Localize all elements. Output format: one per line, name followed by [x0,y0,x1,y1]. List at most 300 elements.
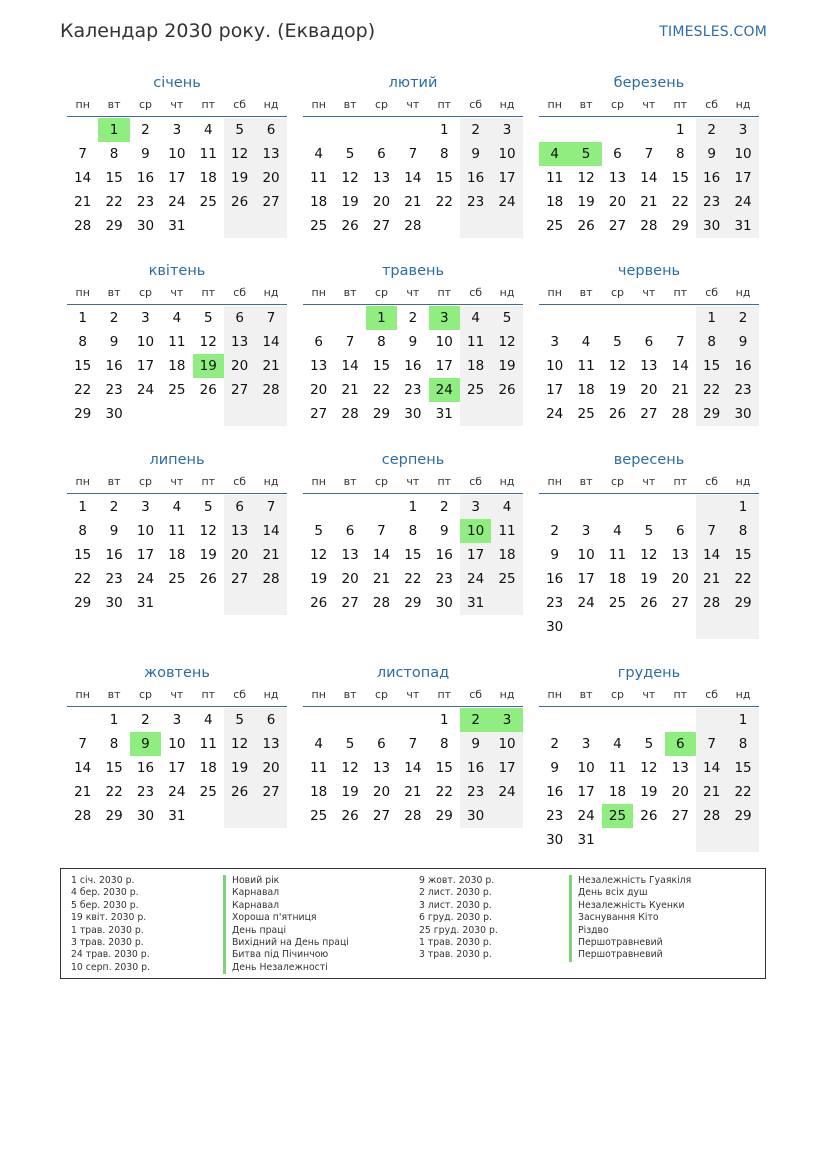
day-cell: 22 [727,567,758,591]
weekday-label: нд [499,688,515,701]
week-row [539,166,759,190]
day-cell: 2 [696,118,727,142]
weekday-label: чт [406,688,420,701]
day-cell: 18 [608,784,627,800]
day-cell: 6 [675,523,685,539]
day-cell: 24 [429,378,460,402]
holiday-date: 19 квіт. 2030 р. [71,912,147,924]
week-row [67,354,287,378]
weekday-label: вт [579,286,593,299]
weekday-label: сб [469,688,483,701]
holiday-dates-column [71,875,150,974]
week-row [539,567,759,591]
weekday-label: пт [437,286,452,299]
month-name: червень [617,263,681,279]
weekday-header [67,282,287,305]
day-cell: 18 [460,354,491,378]
day-cell: 30 [696,214,727,238]
day-cell: 11 [168,334,186,350]
empty-cell [539,306,570,330]
holiday-date: 3 лист. 2030 р. [419,899,492,911]
day-cell: 7 [644,146,654,162]
day-cell: 25 [199,194,217,210]
day-cell: 23 [105,382,123,398]
day-cell: 19 [491,354,522,378]
empty-cell [665,828,696,852]
week-row [539,828,759,852]
day-cell: 27 [372,218,391,234]
day-cell: 3 [141,499,150,515]
day-cell: 6 [644,334,654,350]
day-cell: 14 [74,760,92,776]
day-cell: 16 [460,166,491,190]
day-cell: 26 [224,780,255,804]
day-cell: 27 [671,595,689,611]
day-cell: 1 [439,122,449,138]
day-cell: 24 [168,194,186,210]
day-cell: 26 [341,808,359,824]
weekday-label: нд [263,475,279,488]
day-cell: 26 [577,218,595,234]
empty-cell [334,708,365,732]
week-row [303,756,523,780]
day-cell: 5 [570,142,601,166]
weekday-label: пт [437,98,452,111]
day-cell: 31 [168,218,186,234]
day-cell: 7 [408,736,418,752]
week-row [67,190,287,214]
day-cell: 1 [109,712,119,728]
week-row [303,214,523,238]
week-row [539,330,759,354]
holiday-date: 4 бер. 2030 р. [71,887,139,899]
weekday-label: сб [705,286,719,299]
week-row [539,519,759,543]
weekday-label: сб [705,98,719,111]
day-cell: 4 [491,495,522,519]
month-12 [539,662,759,852]
month-9 [539,449,759,639]
weekday-label: пн [75,98,90,111]
day-cell: 13 [310,358,328,374]
day-cell: 2 [727,306,758,330]
day-cell: 22 [372,382,391,398]
day-cell: 30 [546,619,564,635]
day-cell: 23 [404,382,422,398]
holiday-date: 1 трав. 2030 р. [419,936,492,948]
day-cell: 22 [74,571,92,587]
day-cell: 8 [439,146,449,162]
day-cell: 1 [675,122,685,138]
month-name: січень [153,75,201,91]
day-cell: 25 [168,571,186,587]
day-cell: 6 [665,732,696,756]
empty-cell [539,118,570,142]
day-cell: 18 [199,170,217,186]
day-cell: 12 [577,170,595,186]
day-cell: 26 [491,378,522,402]
day-cell: 3 [727,118,758,142]
day-cell: 8 [408,523,418,539]
day-cell: 15 [74,547,92,563]
weekday-header [303,471,523,494]
day-cell: 8 [439,736,449,752]
day-cell: 11 [577,358,595,374]
empty-cell [366,708,397,732]
day-cell: 7 [78,736,87,752]
day-cell: 25 [602,804,633,828]
day-cell: 10 [435,334,453,350]
day-cell: 25 [310,218,328,234]
week-row [303,378,523,402]
holiday-name: Битва під Пічинчою [223,949,349,961]
day-cell: 12 [341,170,359,186]
day-cell: 31 [460,591,491,615]
day-cell: 4 [581,334,591,350]
day-cell: 14 [372,547,391,563]
week-row [539,708,759,732]
day-cell: 24 [136,571,155,587]
weekday-label: чт [170,688,184,701]
day-cell: 9 [550,760,559,776]
day-cell: 28 [671,406,689,422]
weekday-label: пн [547,475,562,488]
empty-cell [602,118,633,142]
weekday-label: сб [233,688,247,701]
holiday-name: Незалежність Гуаякіля [569,875,691,887]
weekday-label: вт [343,475,357,488]
day-cell: 25 [608,595,627,611]
day-cell: 15 [404,547,422,563]
weekday-label: сб [233,475,247,488]
weekday-label: пн [547,286,562,299]
day-cell: 23 [546,808,564,824]
week-row [67,732,287,756]
day-cell: 25 [460,378,491,402]
empty-cell [633,306,664,330]
empty-cell [602,615,633,639]
day-cell: 16 [546,784,564,800]
day-cell: 18 [168,547,186,563]
empty-cell [539,495,570,519]
empty-cell [255,214,286,238]
day-cell: 22 [671,194,689,210]
weekday-label: вт [107,98,121,111]
day-cell: 16 [105,358,123,374]
month-name: вересень [613,452,685,468]
day-cell: 31 [577,832,595,848]
weekday-label: вт [107,688,121,701]
day-cell: 1 [78,310,87,326]
week-row [303,708,523,732]
empty-cell [602,708,633,732]
month-4 [67,260,287,426]
day-cell: 6 [224,306,255,330]
day-cell: 29 [74,595,92,611]
day-cell: 10 [491,732,522,756]
weekday-label: пт [673,286,688,299]
day-cell: 28 [255,567,286,591]
empty-cell [491,402,522,426]
day-cell: 17 [577,784,595,800]
month-5 [303,260,523,426]
day-cell: 14 [74,170,92,186]
day-cell: 8 [78,523,87,539]
day-cell: 12 [199,523,217,539]
day-cell: 13 [608,170,627,186]
empty-cell [570,118,601,142]
day-cell: 25 [577,406,595,422]
week-row [67,306,287,330]
day-cell: 5 [203,499,213,515]
weekday-label: ср [374,688,388,701]
day-cell: 27 [640,406,658,422]
weekday-label: ср [610,286,624,299]
day-cell: 26 [199,571,217,587]
day-cell: 11 [491,519,522,543]
day-cell: 14 [640,170,658,186]
day-cell: 9 [727,330,758,354]
day-cell: 12 [199,334,217,350]
day-cell: 19 [608,382,627,398]
weekday-header [303,94,523,117]
month-10 [67,662,287,828]
empty-cell [570,615,601,639]
week-row [539,804,759,828]
week-row [539,543,759,567]
day-cell: 2 [109,499,119,515]
weekday-label: сб [233,286,247,299]
day-cell: 3 [550,334,559,350]
empty-cell [303,708,334,732]
day-cell: 23 [136,784,155,800]
weekday-label: пн [311,98,326,111]
weekday-label: вт [107,475,121,488]
empty-cell [570,708,601,732]
day-cell: 30 [136,808,155,824]
day-cell: 15 [696,354,727,378]
empty-cell [193,804,224,828]
weekday-label: чт [170,98,184,111]
weekday-label: ср [374,475,388,488]
day-cell: 17 [491,756,522,780]
day-cell: 27 [310,406,328,422]
weekday-label: вт [579,475,593,488]
day-cell: 8 [78,334,87,350]
weekday-header [539,282,759,305]
day-cell: 10 [168,736,186,752]
day-cell: 16 [546,571,564,587]
empty-cell [303,118,334,142]
holiday-date: 5 бер. 2030 р. [71,899,139,911]
day-cell: 27 [372,808,391,824]
day-cell: 13 [372,760,391,776]
day-cell: 4 [203,712,213,728]
day-cell: 23 [727,378,758,402]
weekday-header [67,471,287,494]
day-cell: 14 [255,330,286,354]
weekday-header [67,684,287,707]
holiday-name: Різдво [569,925,691,937]
day-cell: 26 [224,190,255,214]
day-cell: 22 [727,780,758,804]
empty-cell [665,306,696,330]
holiday-name: Незалежність Куенки [569,900,691,912]
week-row [539,190,759,214]
weekday-label: ср [610,98,624,111]
day-cell: 2 [439,499,449,515]
day-cell: 8 [109,736,119,752]
day-cell: 10 [168,146,186,162]
day-cell: 11 [608,760,627,776]
day-cell: 6 [224,495,255,519]
day-cell: 29 [671,218,689,234]
empty-cell [633,708,664,732]
month-name: лютий [388,75,438,91]
day-cell: 28 [404,218,422,234]
day-cell: 9 [439,523,449,539]
day-cell: 14 [696,543,727,567]
empty-cell [67,118,98,142]
empty-cell [334,118,365,142]
day-cell: 24 [577,808,595,824]
day-cell: 24 [727,190,758,214]
empty-cell [696,708,727,732]
day-cell: 9 [130,732,161,756]
day-cell: 29 [727,804,758,828]
day-cell: 1 [366,306,397,330]
day-cell: 12 [608,358,627,374]
weekday-label: пт [437,688,452,701]
weekday-label: вт [343,98,357,111]
weekday-label: сб [705,688,719,701]
day-cell: 14 [341,358,359,374]
weekday-label: чт [406,98,420,111]
empty-cell [366,118,397,142]
day-cell: 22 [696,378,727,402]
weekday-label: вт [343,286,357,299]
site-name[interactable]: TIMESLES.COM [659,24,767,40]
empty-cell [696,615,727,639]
day-cell: 13 [255,142,286,166]
empty-cell [130,402,161,426]
day-cell: 21 [372,571,391,587]
day-cell: 11 [546,170,564,186]
holiday-name: Хороша п'ятниця [223,912,349,924]
day-cell: 7 [345,334,355,350]
weekday-label: пт [673,688,688,701]
day-cell: 16 [136,170,155,186]
empty-cell [539,708,570,732]
day-cell: 23 [136,194,155,210]
day-cell: 18 [546,194,564,210]
holiday-name: День праці [223,925,349,937]
day-cell: 5 [345,736,355,752]
day-cell: 1 [439,712,449,728]
weekday-label: чт [642,286,656,299]
weekday-header [539,94,759,117]
day-cell: 15 [74,358,92,374]
day-cell: 27 [608,218,627,234]
weekday-label: чт [406,475,420,488]
week-row [303,354,523,378]
holiday-date: 10 серп. 2030 р. [71,961,150,973]
empty-cell [397,118,428,142]
holiday-name: Новий рік [223,875,349,887]
day-cell: 21 [74,194,92,210]
day-cell: 26 [310,595,328,611]
weekday-label: пн [547,688,562,701]
day-cell: 17 [727,166,758,190]
day-cell: 19 [224,756,255,780]
day-cell: 30 [105,406,123,422]
day-cell: 9 [696,142,727,166]
empty-cell [224,591,255,615]
month-name: травень [381,263,445,279]
empty-cell [193,402,224,426]
day-cell: 3 [172,712,182,728]
day-cell: 19 [310,571,328,587]
day-cell: 27 [255,780,286,804]
day-cell: 25 [199,784,217,800]
week-row [303,166,523,190]
week-row [67,214,287,238]
day-cell: 17 [577,571,595,587]
day-cell: 29 [727,591,758,615]
day-cell: 28 [640,218,658,234]
day-cell: 13 [224,330,255,354]
day-cell: 18 [491,543,522,567]
week-row [303,142,523,166]
day-cell: 16 [460,756,491,780]
month-name: липень [149,452,205,468]
day-cell: 13 [341,547,359,563]
day-cell: 9 [408,334,418,350]
day-cell: 21 [255,354,286,378]
day-cell: 24 [491,190,522,214]
day-cell: 18 [310,194,328,210]
empty-cell [633,495,664,519]
empty-cell [255,804,286,828]
day-cell: 17 [136,358,155,374]
holiday-name: Заснування Кіто [569,912,691,924]
weekday-label: ср [610,475,624,488]
day-cell: 3 [491,708,522,732]
day-cell: 4 [172,310,182,326]
empty-cell [429,214,460,238]
day-cell: 13 [372,170,391,186]
day-cell: 15 [671,170,689,186]
holiday-name: Вихідний на День праці [223,937,349,949]
day-cell: 25 [491,567,522,591]
weekday-label: нд [499,98,515,111]
week-row [67,567,287,591]
holiday-date: 1 січ. 2030 р. [71,875,135,886]
day-cell: 21 [640,194,658,210]
weekday-label: чт [642,688,656,701]
weekday-label: нд [263,98,279,111]
day-cell: 26 [640,595,658,611]
day-cell: 20 [671,571,689,587]
day-cell: 23 [696,190,727,214]
day-cell: 28 [255,378,286,402]
day-cell: 15 [435,170,453,186]
day-cell: 28 [372,595,391,611]
week-row [303,330,523,354]
day-cell: 10 [491,142,522,166]
week-row [539,378,759,402]
day-cell: 12 [341,760,359,776]
